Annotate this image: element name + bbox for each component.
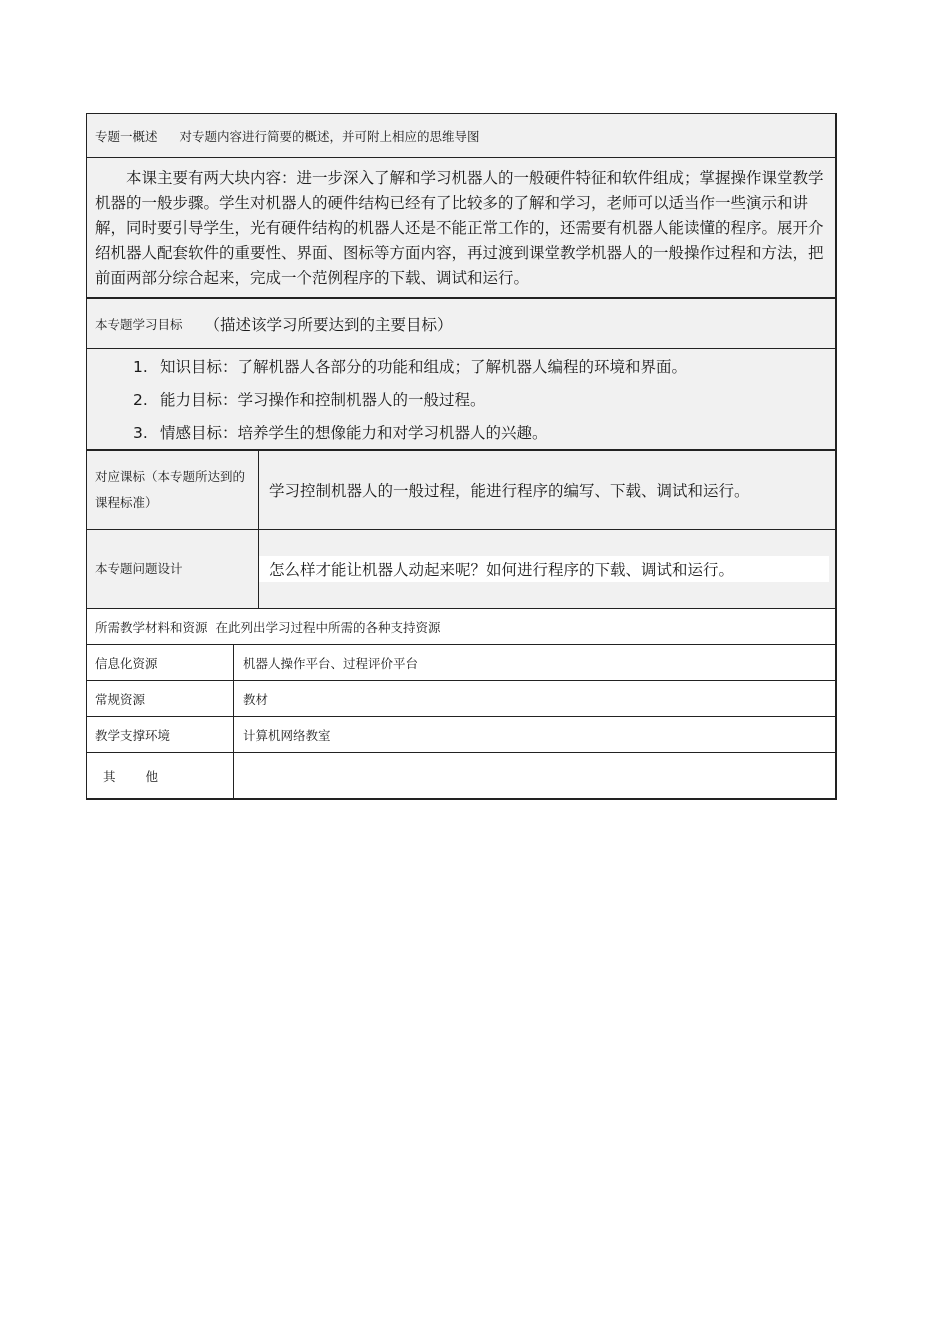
overview-body (87, 158, 835, 299)
overview-label: 专题一概述 (95, 128, 158, 144)
other-label-b: 他 (145, 768, 159, 784)
goals-hint: （描述该学习所要达到的主要目标） (204, 315, 453, 334)
goal-text: 能力目标：学习操作和控制机器人的一般过程。 (159, 391, 486, 409)
resource-value: 机器人操作平台、过程评价平台 (243, 655, 419, 671)
goal-item (87, 417, 835, 450)
goal-number: 2. (133, 391, 148, 409)
resources-label: 所需教学材料和资源 (95, 619, 208, 635)
goals-header (87, 299, 835, 349)
resource-label: 信息化资源 (87, 645, 234, 680)
resources-hint: 在此列出学习过程中所需的各种支持资源 (215, 619, 441, 635)
question-row (87, 530, 835, 609)
standard-value: 学习控制机器人的一般过程，能进行程序的编写、下载、调试和运行。 (269, 482, 750, 500)
goal-number: 1. (133, 358, 148, 376)
other-value (234, 753, 835, 798)
lesson-plan-table (86, 113, 837, 800)
other-label (87, 753, 234, 798)
goals-list (87, 349, 835, 451)
standard-label: 对应课标（本专题所达到的课程标准） (87, 451, 259, 529)
resource-row (87, 645, 835, 681)
goal-item (87, 384, 835, 417)
goal-item (87, 351, 835, 384)
resource-row (87, 681, 835, 717)
overview-hint: 对专题内容进行简要的概述，并可附上相应的思维导图 (179, 128, 480, 144)
standard-row (87, 451, 835, 530)
resource-row (87, 717, 835, 753)
goal-number: 3. (133, 424, 148, 442)
other-label-a: 其 (103, 768, 116, 784)
other-row (87, 753, 835, 798)
resources-header (87, 609, 835, 645)
overview-header (87, 114, 835, 158)
question-label: 本专题问题设计 (87, 530, 259, 608)
resource-label: 常规资源 (87, 681, 234, 716)
goal-text: 情感目标：培养学生的想像能力和对学习机器人的兴趣。 (159, 424, 548, 442)
question-value: 怎么样才能让机器人动起来呢？如何进行程序的下载、调试和运行。 (259, 556, 829, 582)
resource-value: 计算机网络教室 (243, 727, 331, 743)
resource-value: 教材 (243, 691, 269, 707)
resource-label: 教学支撑环境 (87, 717, 234, 752)
goals-label: 本专题学习目标 (95, 316, 183, 332)
overview-text: 本课主要有两大块内容：进一步深入了解和学习机器人的一般硬件特征和软件组成；掌握操作课堂教学机器的一般步骤。学生对机器人的硬件结构已经有了比较多的了解和学习，老师可以适当作一些演示和讲解，同时要引导学生，光有硬件结构的机器人还是不能正常工作的，还需要有机器人能读懂的程序。展开介绍机器人配套软件的重要性、界面、图标等方面内容，再过渡到课堂教学机器人的一般操作过程和方法，把前面两部分综合起来，完成一个范例程序的下载、调试和运行。 (95, 169, 824, 287)
goal-text: 知识目标：了解机器人各部分的功能和组成；了解机器人编程的环境和界面。 (159, 358, 687, 376)
